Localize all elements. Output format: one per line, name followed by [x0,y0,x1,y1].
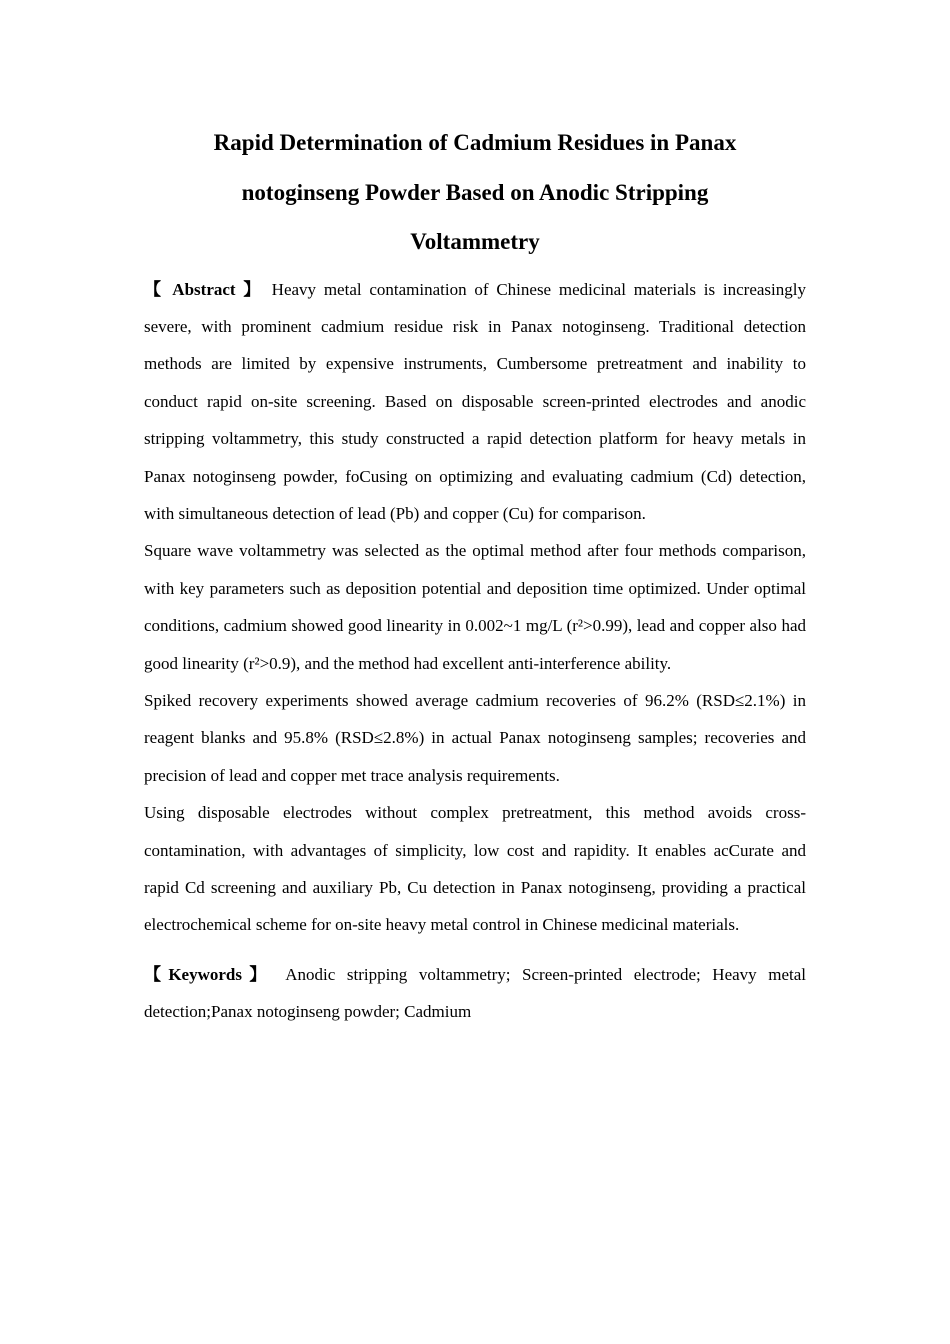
keywords-paragraph [144,956,806,1031]
keywords-label: 【Keywords】 [144,964,274,984]
abstract-paragraph [144,271,806,533]
abstract-section [144,271,806,944]
abstract-paragraph: Square wave voltammetry was selected as the optimal method after four methods comparison, with key parameters such as deposition potential and deposition time optimized. Under optimal conditions, cadmium showed good linearity in 0.002~1 mg/L (r²>0.99), lead and copper also had good linearity (r²>0.9), and the method had excellent anti-interference ability. [144,541,806,673]
keywords-section [144,956,806,1031]
abstract-paragraph: Spiked recovery experiments showed average cadmium recoveries of 96.2% (RSD≤2.1%) in reagent blanks and 95.8% (RSD≤2.8%) in actual Panax notoginseng samples; recoveries and precision of lead and copper met trace analysis requirements. [144,690,806,785]
title-line: Voltammetry [410,229,540,254]
abstract-text: Heavy metal contamination of Chinese medicinal materials is increasingly severe, with prominent cadmium residue risk in Panax notoginseng. Traditional detection methods are limited by expensive instruments, Cumbersome pretreatment and inability to conduct rapid on-site screening. Based on disposable screen-printed electrodes and anodic stripping voltammetry, this study constructed a rapid detection platform for heavy metals in Panax notoginseng powder, foCusing on optimizing and evaluating cadmium (Cd) detection, with simultaneous detection of lead (Pb) and copper (Cu) for comparison. [144,279,806,523]
title-line: notoginseng Powder Based on Anodic Stripping [241,179,709,205]
abstract-paragraph: Using disposable electrodes without complex pretreatment, this method avoids cross-contamination, with advantages of simplicity, low cost and rapidity. It enables acCurate and rapid Cd screening and auxiliary Pb, Cu detection in Panax notoginseng, providing a practical electrochemical scheme for on-site heavy metal control in Chinese medicinal materials. [144,803,806,935]
paper-page [144,118,806,1031]
keywords-text: Anodic stripping voltammetry; Screen-printed electrode; Heavy metal detection;Panax notoginseng powder; Cadmium [144,964,806,1022]
paper-title [144,118,806,267]
abstract-label: 【 Abstract 】 [144,279,264,299]
title-line: Rapid Determination of Cadmium Residues in Panax [213,130,737,155]
